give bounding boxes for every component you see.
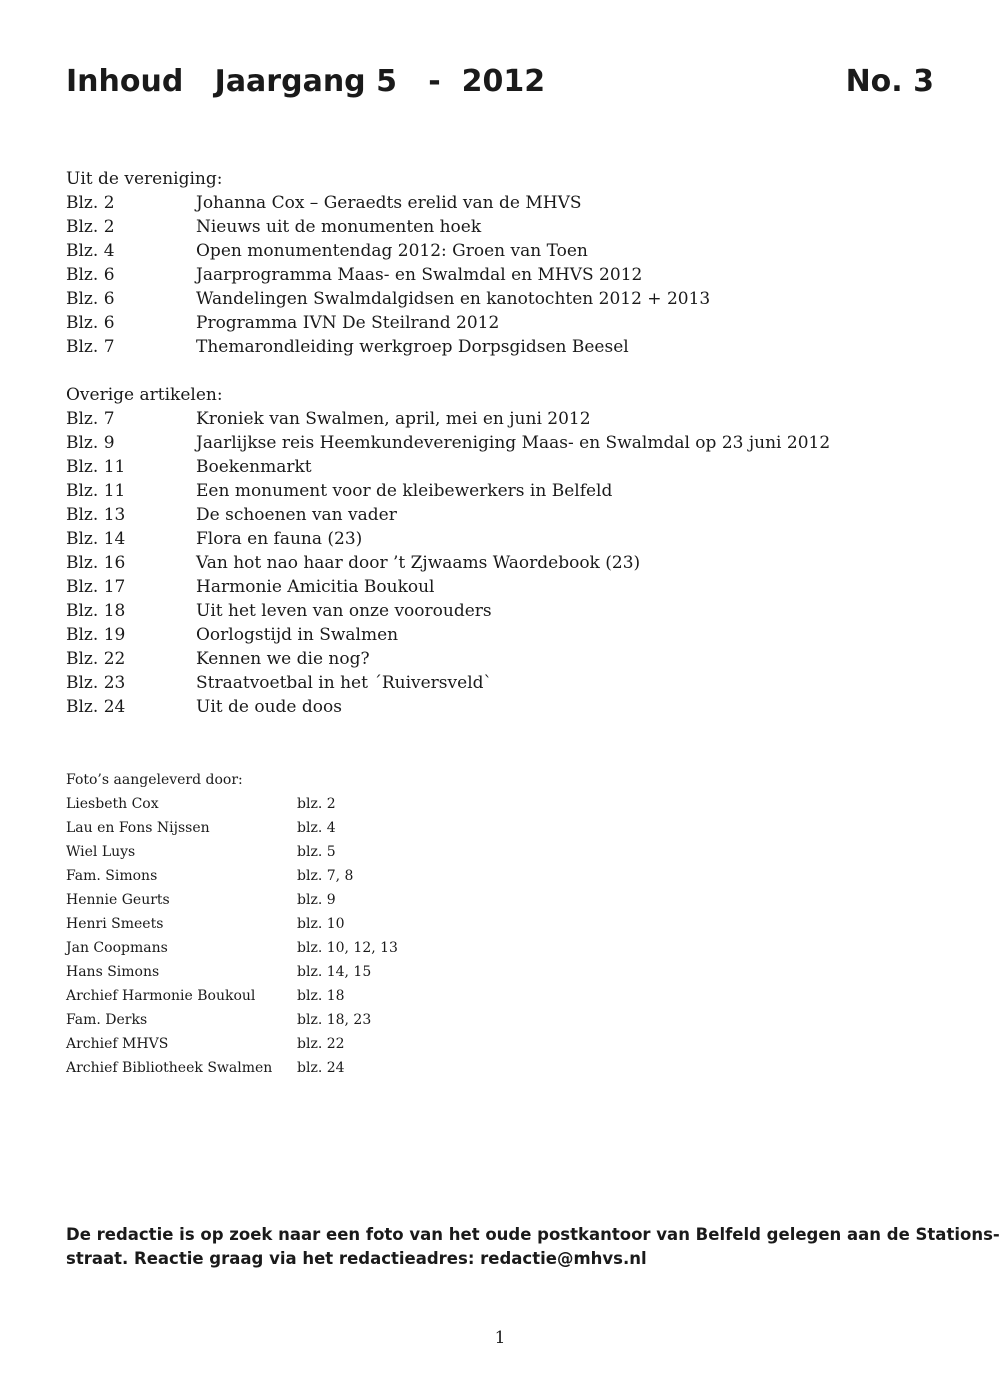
toc-title: Flora en fauna (23) xyxy=(196,529,363,549)
toc-page: Blz. 13 xyxy=(66,505,126,525)
toc-page: Blz. 18 xyxy=(66,601,126,621)
toc-row xyxy=(66,551,946,575)
toc-title: De schoenen van vader xyxy=(196,505,397,525)
toc-row xyxy=(66,647,946,671)
section-heading: Uit de vereniging: xyxy=(66,169,223,189)
toc-title: Johanna Cox – Geraedts erelid van de MHVS xyxy=(196,193,582,213)
credit-name: Henri Smeets xyxy=(66,916,164,932)
toc-row xyxy=(66,191,946,215)
credit-row xyxy=(66,936,566,960)
notice-line: De redactie is op zoek naar een foto van het oude postkantoor van Belfeld gelegen aan de Stations- xyxy=(66,1225,1000,1244)
toc-row xyxy=(66,695,946,719)
toc-page: Blz. 2 xyxy=(66,217,115,237)
photo-credits-heading: Foto’s aangeleverd door: xyxy=(66,772,243,788)
credit-pages: blz. 7, 8 xyxy=(297,868,354,884)
toc-page: Blz. 6 xyxy=(66,313,115,333)
credit-row xyxy=(66,888,566,912)
credit-pages: blz. 22 xyxy=(297,1036,345,1052)
credit-name: Fam. Simons xyxy=(66,868,158,884)
toc-row xyxy=(66,407,946,431)
toc-page: Blz. 11 xyxy=(66,481,126,501)
photo-credits xyxy=(66,768,566,1080)
toc-row xyxy=(66,527,946,551)
credit-row xyxy=(66,864,566,888)
toc-title: Boekenmarkt xyxy=(196,457,312,477)
credit-row xyxy=(66,1032,566,1056)
credit-name: Fam. Derks xyxy=(66,1012,148,1028)
toc-title: Wandelingen Swalmdalgidsen en kanotochten 2012 + 2013 xyxy=(196,289,711,309)
page-header xyxy=(66,60,934,104)
toc-row xyxy=(66,503,946,527)
credit-name: Hennie Geurts xyxy=(66,892,170,908)
issue-number: No. 3 xyxy=(845,64,934,99)
credit-pages: blz. 10 xyxy=(297,916,345,932)
credit-name: Hans Simons xyxy=(66,964,160,980)
credit-name: Archief Bibliotheek Swalmen xyxy=(66,1060,273,1076)
toc-page: Blz. 23 xyxy=(66,673,126,693)
credit-row xyxy=(66,1056,566,1080)
credit-pages: blz. 24 xyxy=(297,1060,345,1076)
page-number: 1 xyxy=(494,1328,506,1348)
toc-row xyxy=(66,575,946,599)
toc-title: Uit de oude doos xyxy=(196,697,342,717)
toc-title: Harmonie Amicitia Boukoul xyxy=(196,577,435,597)
credit-name: Lau en Fons Nijssen xyxy=(66,820,210,836)
credit-pages: blz. 14, 15 xyxy=(297,964,372,980)
toc-page: Blz. 2 xyxy=(66,193,115,213)
credit-pages: blz. 5 xyxy=(297,844,336,860)
toc-page: Blz. 17 xyxy=(66,577,126,597)
toc-title: Oorlogstijd in Swalmen xyxy=(196,625,399,645)
credit-pages: blz. 18 xyxy=(297,988,345,1004)
toc-title: Programma IVN De Steilrand 2012 xyxy=(196,313,500,333)
toc-page: Blz. 6 xyxy=(66,265,115,285)
toc-row xyxy=(66,215,946,239)
credit-row xyxy=(66,984,566,1008)
credit-name: Liesbeth Cox xyxy=(66,796,159,812)
toc-page: Blz. 14 xyxy=(66,529,126,549)
credit-row xyxy=(66,816,566,840)
credit-row xyxy=(66,912,566,936)
credit-name: Archief MHVS xyxy=(66,1036,169,1052)
toc-row xyxy=(66,287,946,311)
toc-title: Een monument voor de kleibewerkers in Belfeld xyxy=(196,481,613,501)
credit-pages: blz. 9 xyxy=(297,892,336,908)
toc-title: Uit het leven van onze voorouders xyxy=(196,601,492,621)
credit-row xyxy=(66,960,566,984)
toc-title: Jaarprogramma Maas- en Swalmdal en MHVS 2012 xyxy=(196,265,643,285)
credit-pages: blz. 2 xyxy=(297,796,336,812)
toc-row xyxy=(66,239,946,263)
section-heading: Overige artikelen: xyxy=(66,385,223,405)
toc-page: Blz. 16 xyxy=(66,553,126,573)
toc-title: Van hot nao haar door ’t Zjwaams Waordebook (23) xyxy=(196,553,641,573)
toc-title: Kennen we die nog? xyxy=(196,649,370,669)
toc-page: Blz. 22 xyxy=(66,649,126,669)
toc-page: Blz. 7 xyxy=(66,409,115,429)
toc-page: Blz. 6 xyxy=(66,289,115,309)
credit-name: Jan Coopmans xyxy=(66,940,168,956)
toc-page: Blz. 24 xyxy=(66,697,126,717)
credit-pages: blz. 4 xyxy=(297,820,336,836)
toc-row xyxy=(66,599,946,623)
notice-line: straat. Reactie graag via het redactieadres: redactie@mhvs.nl xyxy=(66,1249,647,1268)
credit-row xyxy=(66,1008,566,1032)
toc-row xyxy=(66,311,946,335)
toc-row xyxy=(66,479,946,503)
toc-row xyxy=(66,263,946,287)
toc-title: Jaarlijkse reis Heemkundevereniging Maas- en Swalmdal op 23 juni 2012 xyxy=(196,433,831,453)
section-overige xyxy=(66,383,946,719)
page-title: Inhoud Jaargang 5 - 2012 xyxy=(66,64,546,99)
credit-row xyxy=(66,840,566,864)
toc-page: Blz. 9 xyxy=(66,433,115,453)
editorial-notice xyxy=(66,1223,1000,1271)
section-vereniging xyxy=(66,167,946,359)
toc-row xyxy=(66,455,946,479)
toc-title: Straatvoetbal in het ´Ruiversveld` xyxy=(196,673,493,693)
toc-page: Blz. 19 xyxy=(66,625,126,645)
toc-row xyxy=(66,671,946,695)
credit-name: Wiel Luys xyxy=(66,844,136,860)
toc-row xyxy=(66,431,946,455)
toc-title: Open monumentendag 2012: Groen van Toen xyxy=(196,241,588,261)
credit-name: Archief Harmonie Boukoul xyxy=(66,988,256,1004)
toc-page: Blz. 11 xyxy=(66,457,126,477)
toc-title: Nieuws uit de monumenten hoek xyxy=(196,217,482,237)
credit-pages: blz. 18, 23 xyxy=(297,1012,372,1028)
credit-pages: blz. 10, 12, 13 xyxy=(297,940,398,956)
toc-title: Themarondleiding werkgroep Dorpsgidsen Beesel xyxy=(196,337,629,357)
toc-title: Kroniek van Swalmen, april, mei en juni 2012 xyxy=(196,409,591,429)
toc-page: Blz. 7 xyxy=(66,337,115,357)
toc-row xyxy=(66,335,946,359)
credit-row xyxy=(66,792,566,816)
toc-page: Blz. 4 xyxy=(66,241,115,261)
toc-row xyxy=(66,623,946,647)
